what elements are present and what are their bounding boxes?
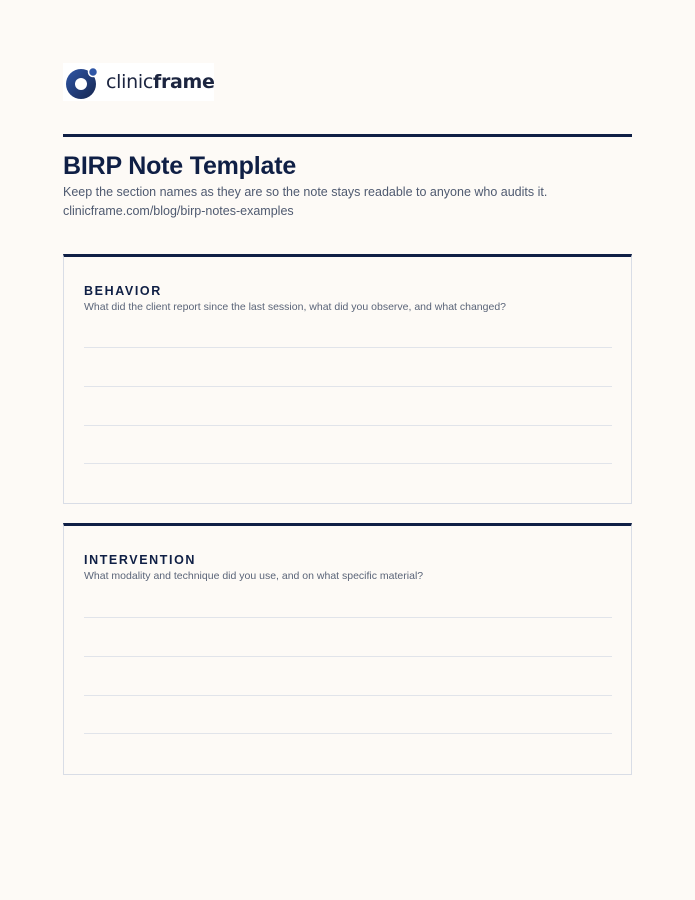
intervention-section <box>63 523 632 775</box>
section-prompt: What did the client report since the last session, what did you observe, and what changed? <box>84 301 506 313</box>
behavior-section <box>63 254 632 504</box>
writing-line <box>84 425 612 426</box>
source-url: clinicframe.com/blog/birp-notes-examples <box>63 204 294 218</box>
writing-line <box>84 695 612 696</box>
writing-line <box>84 656 612 657</box>
page-subtitle: Keep the section names as they are so the note stays readable to anyone who audits it. <box>63 185 548 199</box>
page-title: BIRP Note Template <box>63 152 297 180</box>
writing-line <box>84 386 612 387</box>
brand-logo <box>63 63 214 101</box>
section-title: BEHAVIOR <box>84 284 162 298</box>
writing-line <box>84 733 612 734</box>
section-prompt: What modality and technique did you use, and on what specific material? <box>84 570 424 582</box>
clinicframe-logo-icon <box>65 64 101 100</box>
header-divider <box>63 134 632 137</box>
writing-line <box>84 347 612 348</box>
section-title: INTERVENTION <box>84 553 197 567</box>
writing-line <box>84 617 612 618</box>
brand-name-prefix: clinic <box>106 70 153 93</box>
brand-name-suffix: frame <box>152 70 215 93</box>
writing-line <box>84 463 612 464</box>
brand-name <box>106 70 215 93</box>
